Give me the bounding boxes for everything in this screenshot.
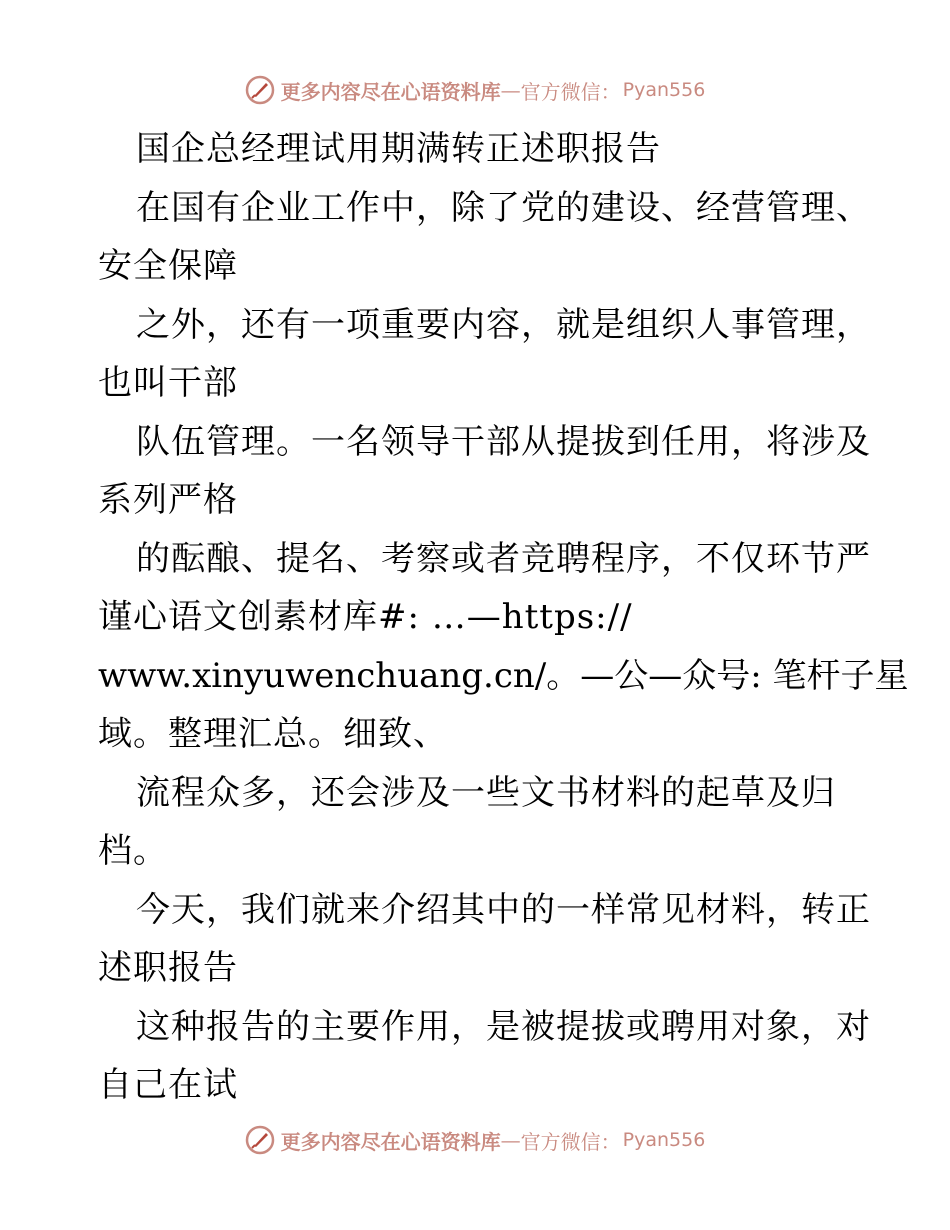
paragraph-line: 述职报告: [98, 948, 238, 988]
header-banner: [0, 70, 950, 110]
paragraph-line: 流程众多，还会涉及一些文书材料的起草及归: [136, 772, 836, 813]
paragraph-line: www.xinyuwenchuang.cn/。—公—众号: 笔杆子星: [98, 655, 909, 696]
footer-separator: —: [500, 1128, 521, 1152]
quill-circle-logo-icon: [245, 75, 275, 105]
footer-banner: [0, 1120, 950, 1160]
paragraph-line: 档。: [98, 831, 168, 871]
paragraph-line: 自己在试: [98, 1065, 238, 1105]
paragraph-line: 域。整理汇总。细致、: [98, 714, 448, 754]
paragraph-line: 安全保障: [98, 246, 238, 286]
paragraph-line: 在国有企业工作中，除了党的建设、经营管理、: [136, 187, 871, 228]
paragraph-line: 这种报告的主要作用，是被提拔或聘用对象，对: [136, 1006, 871, 1047]
header-brand-text: 更多内容尽在心语资料库: [280, 79, 501, 104]
footer-brand-text: 更多内容尽在心语资料库: [280, 1129, 501, 1154]
header-wechat-label: 官方微信：: [520, 79, 621, 104]
paragraph-line: 系列严格: [98, 480, 238, 520]
paragraph-line: 队伍管理。一名领导干部从提拔到任用，将涉及: [136, 421, 871, 462]
paragraph-line: 今天，我们就来介绍其中的一样常见材料，转正: [136, 889, 871, 930]
paragraph-line: 谨心语文创素材库#: …—https://: [98, 597, 633, 637]
paragraph-line: 之外，还有一项重要内容，就是组织人事管理，: [136, 304, 871, 345]
document-title: 国企总经理试用期满转正述职报告: [136, 129, 661, 169]
document-body: [98, 120, 909, 1115]
paragraph-line: 也叫干部: [98, 363, 238, 403]
header-wechat-id: Pyan556: [622, 79, 706, 101]
quill-circle-logo-icon: [245, 1125, 275, 1155]
footer-wechat-id: Pyan556: [622, 1129, 706, 1151]
footer-wechat-label: 官方微信：: [520, 1129, 621, 1154]
paragraph-line: 的酝酿、提名、考察或者竞聘程序，不仅环节严: [136, 538, 871, 579]
header-separator: —: [500, 78, 521, 102]
